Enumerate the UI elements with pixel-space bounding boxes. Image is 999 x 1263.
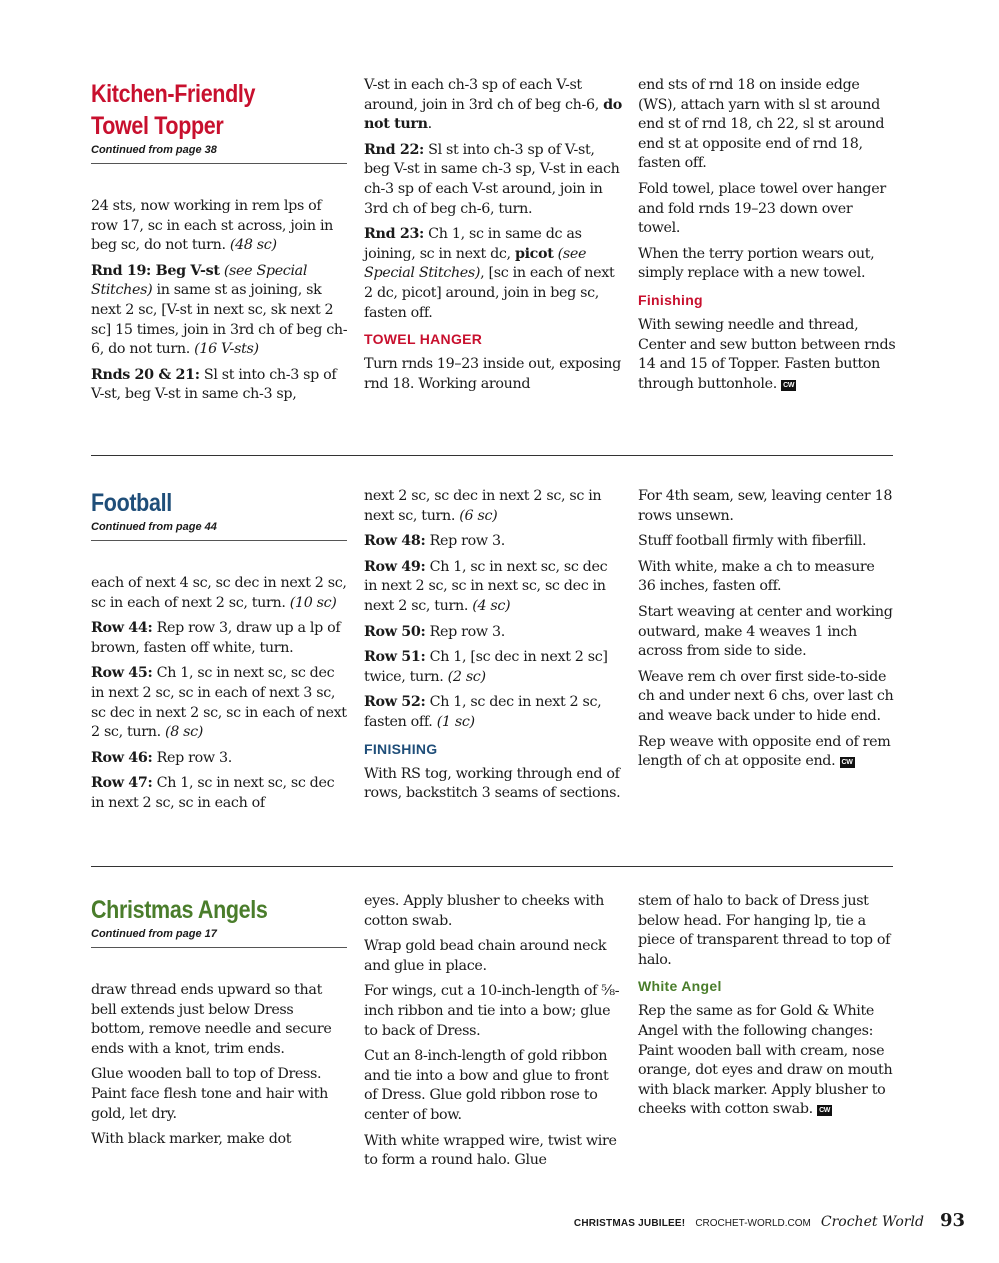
paragraph: When the terry portion wears out, simply replace with a new towel. <box>638 245 875 282</box>
column-2 <box>364 76 622 400</box>
paragraph: Stuff football firmly with fiberfill. <box>638 533 867 550</box>
paragraph: With white wrapped wire, twist wire to form a round halo. Glue <box>364 1132 617 1169</box>
paragraph: Rep the same as for Gold & White Angel with the following changes: Paint wooden ball with cream, nose orange, dot eyes and draw on mouth with black marker. Apply blusher to cheeks with cotton swab. CW <box>638 1003 893 1118</box>
paragraph: Rnd 22: Sl st into ch-3 sp of V-st, beg V-st in same ch-3 sp, V-st in each ch-3 sp of each V-st around, join in 3rd ch of beg ch-6, turn. <box>364 141 620 217</box>
paragraph: Rnd 23: Ch 1, sc in same dc as joining, sc in next dc, picot (see Special Stitches), [sc in each of next 2 dc, picot] around, join in beg sc, fasten off. <box>364 226 615 321</box>
paragraph: Row 47: Ch 1, sc in next sc, sc dec in next 2 sc, sc in each of <box>91 775 335 811</box>
paragraph: With sewing needle and thread, Center and sew button between rnds 14 and 15 of Topper. Fasten button through buttonhole. CW <box>638 316 896 392</box>
subheading: FINISHING <box>364 740 438 757</box>
subheading: Finishing <box>638 291 703 308</box>
paragraph: Rnds 20 & 21: Sl st into ch-3 sp of V-st, beg V-st in same ch-3 sp, <box>91 366 337 403</box>
paragraph: Row 44: Rep row 3, draw up a lp of brown, fasten off white, turn. <box>91 620 341 656</box>
column-1 <box>91 892 349 1156</box>
paragraph: With white, make a ch to measure 36 inches, fasten off. <box>638 558 875 595</box>
paragraph: Row 52: Ch 1, sc dec in next 2 sc, fasten off. (1 sc) <box>364 694 602 730</box>
page-number: 93 <box>939 1210 965 1231</box>
page-footer <box>574 1210 965 1231</box>
paragraph: eyes. Apply blusher to cheeks with cotton swab. <box>364 893 605 929</box>
paragraph: Row 49: Ch 1, sc in next sc, sc dec in next 2 sc, sc in next sc, sc dec in next 2 sc, turn. (4 sc) <box>364 558 608 614</box>
paragraph: V-st in each ch-3 sp of each V-st around, join in 3rd ch of beg ch-6, do not turn. <box>364 77 622 133</box>
subheading: TOWEL HANGER <box>364 331 483 348</box>
paragraph: Row 50: Rep row 3. <box>364 623 505 640</box>
column-2 <box>364 892 622 1177</box>
end-mark-icon: CW <box>781 380 796 391</box>
paragraph: Cut an 8-inch-length of gold ribbon and tie into a bow and glue to front of Dress. Glue gold ribbon rose to center of bow. <box>364 1048 609 1123</box>
paragraph: With black marker, make dot <box>91 1131 292 1148</box>
column-1 <box>91 76 349 411</box>
column-2 <box>364 487 622 810</box>
paragraph: 24 sts, now working in rem lps of row 17, sc in each st across, join in beg sc, do not turn. (48 sc) <box>91 198 334 254</box>
paragraph: For 4th seam, sew, leaving center 18 rows unsewn. <box>638 488 893 524</box>
paragraph: Wrap gold bead chain around neck and glue in place. <box>364 938 607 974</box>
column-1 <box>91 487 349 820</box>
footer-brand: Crochet World <box>820 1214 924 1230</box>
section-title: Kitchen-Friendly Towel Topper <box>91 80 256 140</box>
footer-magazine: CHRISTMAS JUBILEE! <box>573 1218 686 1229</box>
paragraph: Weave rem ch over first side-to-side ch and under next 6 chs, over last ch and weave back under to hide end. <box>638 668 894 724</box>
paragraph: Start weaving at center and working outward, make 4 weaves 1 inch across from side to side. <box>638 603 893 660</box>
continued-note: Continued from page 44 <box>91 521 217 533</box>
paragraph: draw thread ends upward so that bell extends just below Dress bottom, remove needle and secure ends with a knot, trim ends. <box>91 982 332 1057</box>
column-3 <box>638 892 896 1126</box>
paragraph: Row 51: Ch 1, [sc dec in next 2 sc] twice, turn. (2 sc) <box>364 649 608 685</box>
continued-note: Continued from page 38 <box>91 144 217 156</box>
paragraph: For wings, cut a 10-inch-length of ⅝-inch ribbon and tie into a bow; glue to back of Dress. <box>364 983 620 1039</box>
end-mark-icon: CW <box>817 1105 832 1116</box>
paragraph: Turn rnds 19–23 inside out, exposing rnd 18. Working around <box>364 356 621 392</box>
subheading: White Angel <box>638 978 722 995</box>
paragraph: Rnd 19: Beg V-st (see Special Stitches) in same st as joining, sk next 2 sc, [V-st in next sc, sk next 2 sc] 15 times, join in 3rd ch of beg ch-6, do not turn. (16 V-sts) <box>91 262 348 358</box>
paragraph: stem of halo to back of Dress just below head. For hanging lp, tie a piece of transparent thread to top of halo. <box>638 893 891 968</box>
end-mark-icon: CW <box>840 757 855 768</box>
continued-note: Continued from page 17 <box>91 928 217 940</box>
paragraph: each of next 4 sc, sc dec in next 2 sc, sc in each of next 2 sc, turn. (10 sc) <box>91 575 347 611</box>
paragraph: next 2 sc, sc dec in next 2 sc, sc in next sc, turn. (6 sc) <box>364 488 602 524</box>
column-3 <box>638 76 896 400</box>
section-divider <box>91 866 893 867</box>
paragraph: end sts of rnd 18 on inside edge (WS), attach yarn with sl st around end st of rnd 18, ch 22, sl st around end st at opposite end of rnd 18, fasten off. <box>638 77 885 172</box>
paragraph: With RS tog, working through end of rows, backstitch 3 seams of sections. <box>364 765 621 802</box>
paragraph: Row 46: Rep row 3. <box>91 749 232 766</box>
footer-url[interactable]: CROCHET-WORLD.COM <box>695 1218 811 1229</box>
column-3 <box>638 487 896 778</box>
paragraph: Fold towel, place towel over hanger and fold rnds 19–23 down over towel. <box>638 180 886 237</box>
paragraph: Row 48: Rep row 3. <box>364 533 505 550</box>
paragraph: Row 45: Ch 1, sc in next sc, sc dec in next 2 sc, sc in each of next 3 sc, sc dec in next 2 sc, sc in each of next 2 sc, turn. (8 sc) <box>91 665 347 741</box>
paragraph: Rep weave with opposite end of rem length of ch at opposite end. CW <box>638 733 891 770</box>
paragraph: Glue wooden ball to top of Dress. Paint face flesh tone and hair with gold, let dry. <box>91 1066 329 1122</box>
section-title: Christmas Angels <box>91 896 268 924</box>
section-title: Football <box>91 489 172 517</box>
section-divider <box>91 455 893 456</box>
